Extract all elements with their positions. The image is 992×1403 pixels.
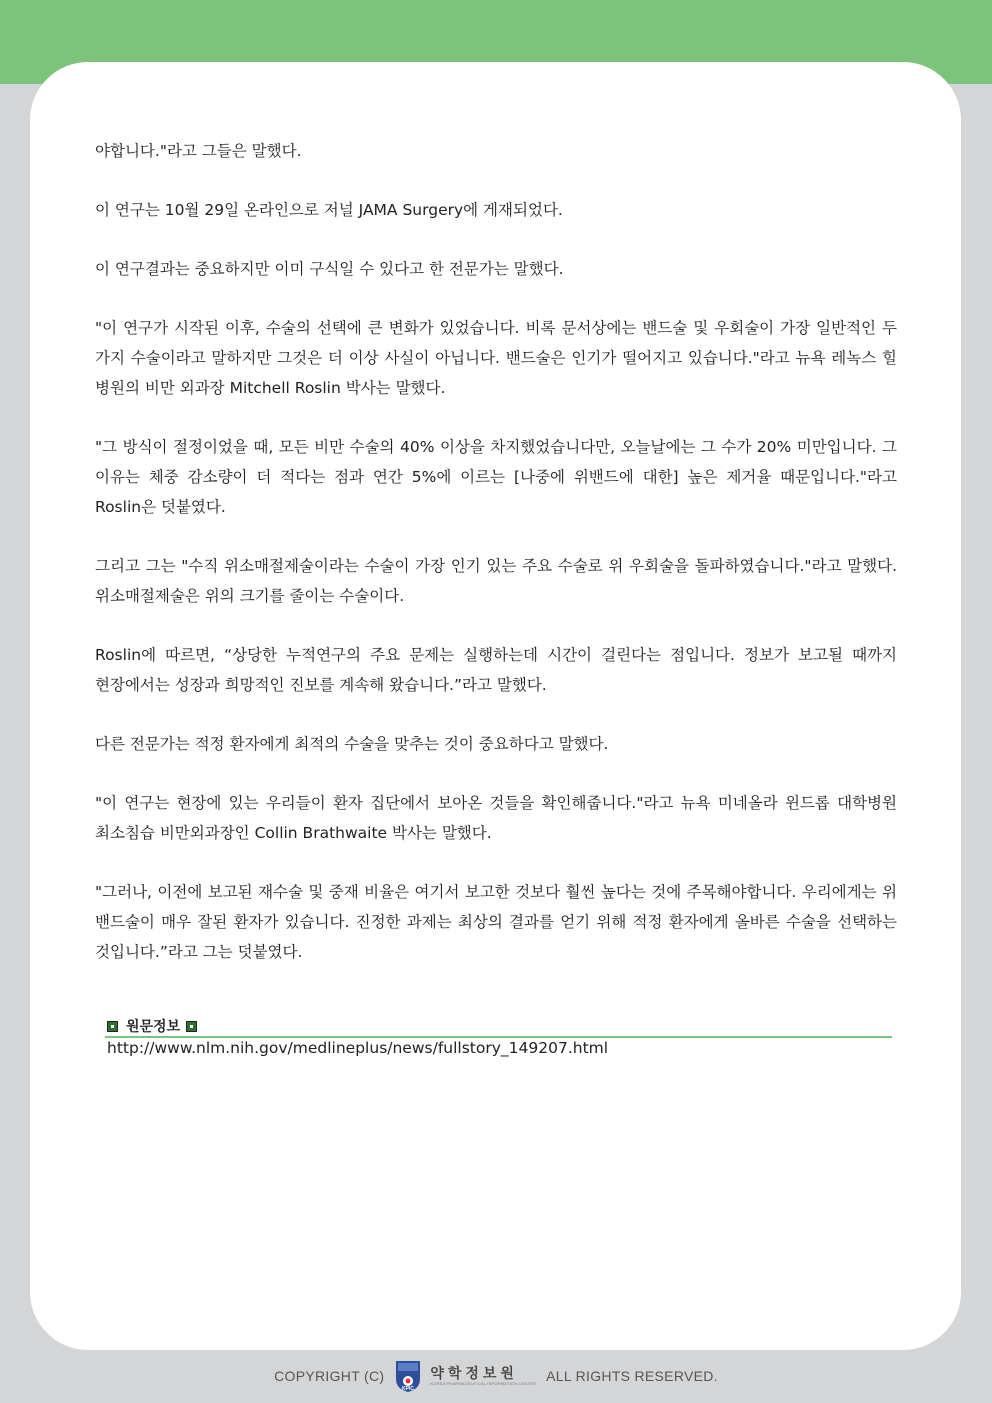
source-info (105, 1016, 892, 1057)
paragraph: 이 연구는 10월 29일 온라인으로 저널 JAMA Surgery에 게재되었다. (95, 201, 563, 219)
copyright-text: COPYRIGHT (C) (274, 1368, 385, 1384)
logo-name: 약학정보원 (430, 1365, 518, 1381)
paragraph: 야합니다."라고 그들은 말했다. (95, 142, 302, 160)
paragraph: "그러나, 이전에 보고된 재수술 및 중재 비율은 여기서 보고한 것보다 훨씬 높다는 것에 주목해야합니다. 우리에게는 위 밴드술이 매우 잘된 환자가 있습니다. 진정한 과제는 최상의 결과를 얻기 위해 적정 환자에게 올바른 수술을 선택하는 것입니다.”라고 그는 덧붙였다. (95, 883, 897, 961)
logo-badge-text: KPIC (402, 1386, 415, 1392)
bullet-square-icon (107, 1021, 118, 1032)
kpic-logo-icon (394, 1359, 422, 1393)
paragraph: 이 연구결과는 중요하지만 이미 구식일 수 있다고 한 전문가는 말했다. (95, 260, 564, 278)
rights-text: ALL RIGHTS RESERVED. (546, 1368, 718, 1384)
article-body (95, 136, 897, 996)
source-title: 원문정보 (126, 1019, 181, 1035)
logo-text (430, 1365, 536, 1387)
paragraph: 그리고 그는 "수직 위소매절제술이라는 수술이 가장 인기 있는 주요 수술로 위 우회술을 돌파하였습니다."라고 말했다. 위소매절제술은 위의 크기를 줄이는 수술이다. (95, 557, 897, 605)
paragraph: "이 연구가 시작된 이후, 수술의 선택에 큰 변화가 있었습니다. 비록 문서상에는 밴드술 및 우회술이 가장 일반적인 두 가지 수술이라고 말하지만 그것은 더 이상 사실이 아닙니다. 밴드술은 인기가 떨어지고 있습니다."라고 뉴욕 레녹스 힐 병원의 비만 외과장 Mitchell Roslin 박사는 말했다. (95, 319, 897, 397)
paragraph: "그 방식이 절정이었을 때, 모든 비만 수술의 40% 이상을 차지했었습니다만, 오늘날에는 그 수가 20% 미만입니다. 그 이유는 체중 감소량이 더 적다는 점과 연간 5%에 이르는 [나중에 위밴드에 대한] 높은 제거율 때문입니다."라고 Roslin은 덧붙였다. (95, 438, 897, 516)
source-url-link[interactable]: http://www.nlm.nih.gov/medlineplus/news/fullstory_149207.html (107, 1039, 609, 1057)
footer (0, 1356, 992, 1396)
bullet-square-icon (186, 1021, 197, 1032)
logo-subtitle: KOREA PHARMACEUTICAL INFORMATION CENTER (430, 1381, 537, 1386)
paragraph: Roslin에 따르면, “상당한 누적연구의 주요 문제는 실행하는데 시간이 걸린다는 점입니다. 정보가 보고될 때까지 현장에서는 성장과 희망적인 진보를 계속해 왔습니다.”라고 말했다. (95, 646, 897, 694)
paragraph: "이 연구는 현장에 있는 우리들이 환자 집단에서 보아온 것들을 확인해줍니다."라고 뉴욕 미네올라 윈드롭 대학병원 최소침습 비만외과장인 Collin Brathwaite 박사는 말했다. (95, 794, 897, 842)
paragraph: 다른 전문가는 적정 환자에게 최적의 수술을 맞추는 것이 중요하다고 말했다. (95, 735, 609, 753)
source-header (105, 1016, 892, 1038)
